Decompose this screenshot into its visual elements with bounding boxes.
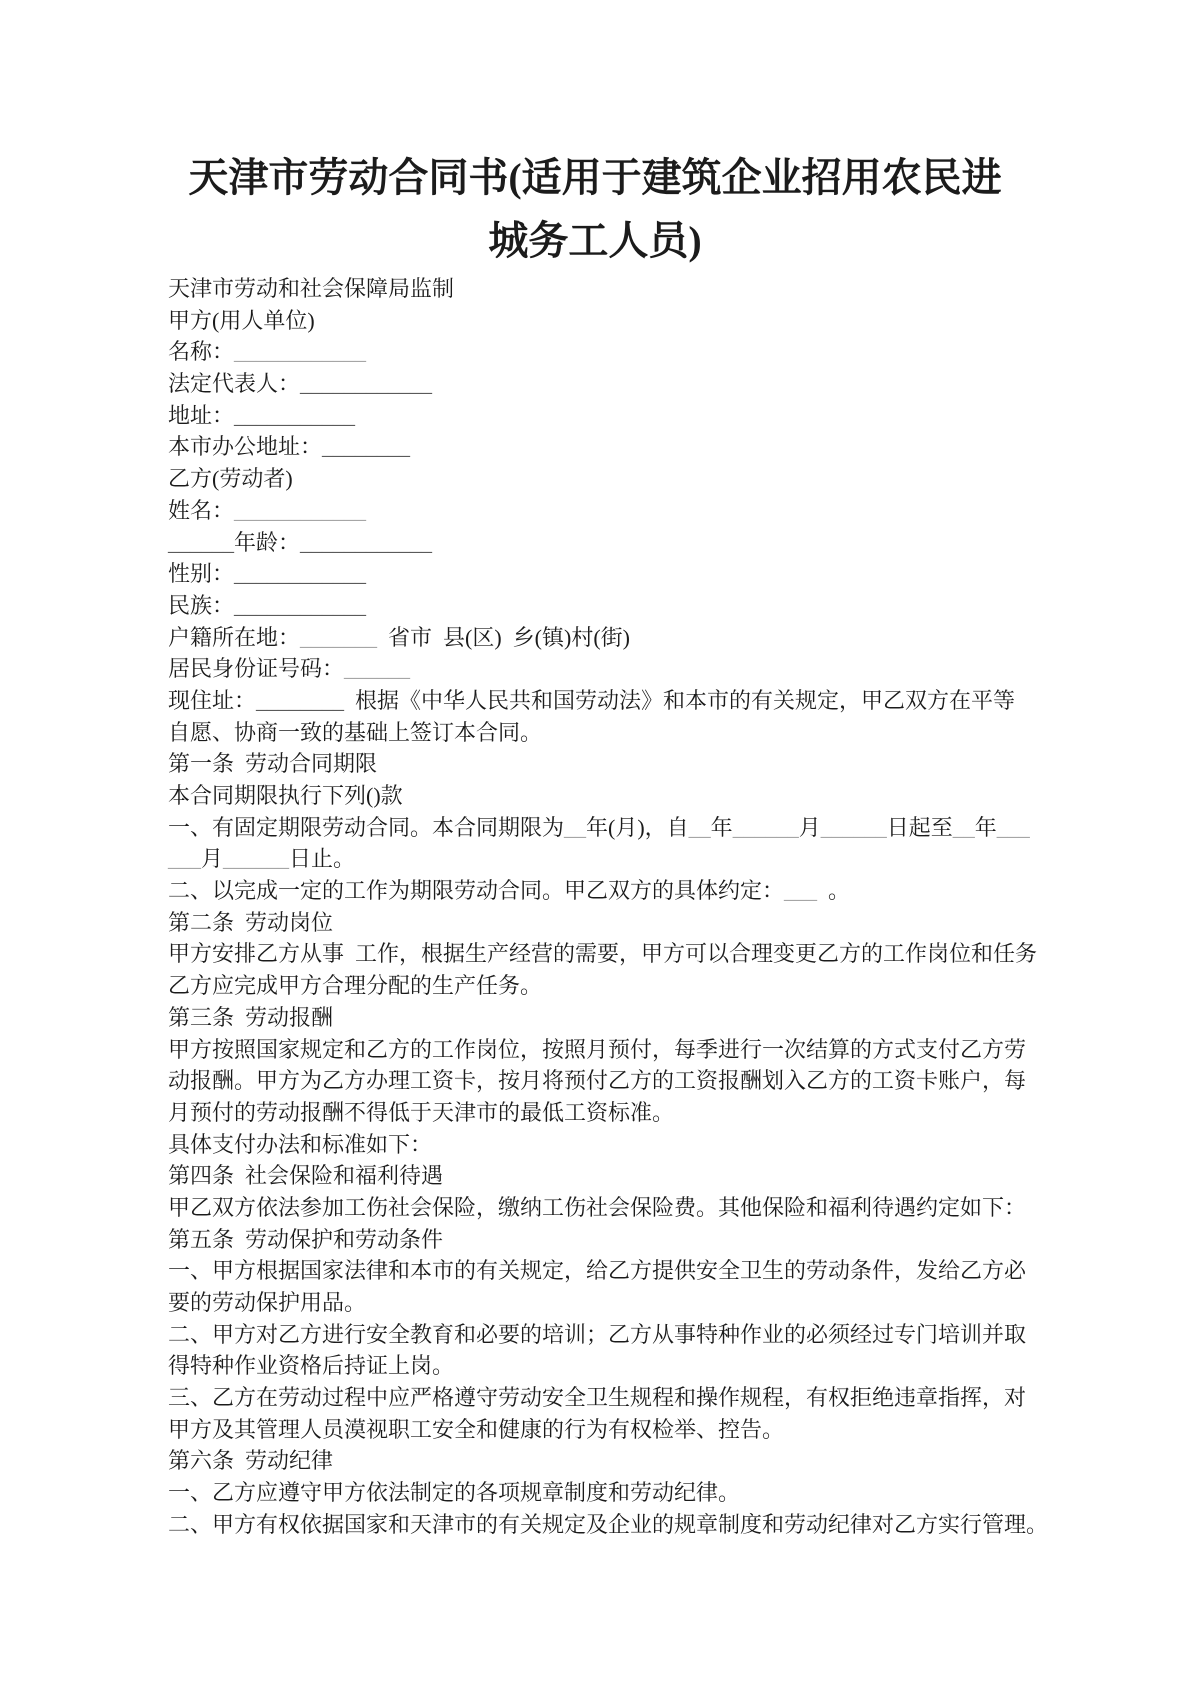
line-text: 月 [798, 814, 821, 840]
blank-underline: _______ [300, 624, 378, 650]
line-text: 法定代表人： [168, 371, 301, 397]
document-line [168, 1065, 1068, 1097]
line-text: 现住址： [168, 687, 257, 713]
line-text: 三、乙方在劳动过程中应严格遵守劳动安全卫生规程和操作规程，有权拒绝违章指挥，对 [168, 1385, 1027, 1411]
document-line [168, 1445, 1068, 1477]
blank-underline: ______ [168, 529, 234, 555]
document-line [168, 431, 1068, 463]
document-line [168, 1129, 1068, 1161]
line-text: 。 [817, 878, 851, 904]
line-text: 月预付的劳动报酬不得低于天津市的最低工资标准。 [168, 1099, 675, 1125]
document-title: 天津市劳动合同书(适用于建筑企业招用农民进城务工人员) [188, 155, 1002, 263]
document-line [168, 1350, 1068, 1382]
line-text: 居民身份证号码： [168, 656, 345, 682]
blank-underline: ______ [732, 814, 799, 840]
document-line [168, 1382, 1068, 1414]
blank-underline: __ [952, 814, 975, 840]
line-text: 天津市劳动和社会保障局监制 [168, 276, 455, 301]
blank-underline: ________ [322, 434, 411, 460]
line-text: 第二条 劳动岗位 [168, 909, 334, 935]
line-text: 年 [974, 814, 997, 840]
line-text: 第四条 社会保险和福利待遇 [168, 1163, 444, 1189]
document-line [168, 1192, 1068, 1224]
document-line [168, 748, 1068, 780]
document-line [168, 717, 1068, 749]
document-line [168, 558, 1068, 590]
line-text: 本市办公地址： [168, 434, 323, 460]
blank-underline: ____________ [234, 339, 367, 365]
blank-underline: ____________ [234, 497, 367, 523]
document-line [168, 1477, 1068, 1509]
line-text: 月 [201, 846, 224, 872]
blank-underline: ________ [256, 687, 345, 713]
line-text: 二、以完成一定的工作为期限劳动合同。甲乙双方的具体约定： [168, 878, 785, 904]
line-text: 一、甲方根据国家法律和本市的有关规定，给乙方提供安全卫生的劳动条件，发给乙方必 [168, 1258, 1027, 1284]
line-text: 甲乙双方依法参加工伤社会保险，缴纳工伤社会保险费。其他保险和福利待遇约定如下： [168, 1194, 1027, 1220]
line-text: 甲方及其管理人员漠视职工安全和健康的行为有权检举、控告。 [168, 1416, 785, 1442]
blank-underline: __ [564, 814, 587, 840]
document-line [168, 843, 1068, 875]
line-text: 自愿、协商一致的基础上签订本合同。 [168, 719, 543, 745]
document-line [168, 305, 1068, 337]
document-line [168, 1414, 1068, 1446]
blank-underline: __ [688, 814, 711, 840]
document-line [168, 970, 1068, 1002]
document-line [168, 1160, 1068, 1192]
line-text: 一、乙方应遵守甲方依法制定的各项规章制度和劳动纪律。 [168, 1480, 741, 1506]
document-line [168, 590, 1068, 622]
blank-underline: ____________ [300, 529, 433, 555]
document-line [168, 368, 1068, 400]
document-line [168, 1097, 1068, 1129]
document-line [168, 685, 1068, 717]
document-line [168, 273, 1068, 305]
blank-underline: ___ [168, 846, 201, 872]
line-text: 年 [710, 814, 733, 840]
line-text: 具体支付办法和标准如下： [168, 1131, 433, 1157]
line-text: 民族： [168, 592, 235, 618]
line-text: 得特种作业资格后持证上岗。 [168, 1353, 455, 1379]
document-line [168, 1034, 1068, 1066]
document-line [168, 463, 1068, 495]
blank-underline: ___ [996, 814, 1030, 840]
line-text: 第一条 劳动合同期限 [168, 751, 378, 777]
line-text: 二、甲方对乙方进行安全教育和必要的培训；乙方从事特种作业的必须经过专门培训并取 [168, 1321, 1027, 1347]
document-line [168, 1002, 1068, 1034]
line-text: 性别： [168, 561, 235, 587]
document-line [168, 875, 1068, 907]
blank-underline: ____________ [234, 561, 367, 587]
line-text: 第五条 劳动保护和劳动条件 [168, 1226, 444, 1252]
document-line [168, 907, 1068, 939]
line-text: 甲方按照国家规定和乙方的工作岗位，按照月预付，每季进行一次结算的方式支付乙方劳 [168, 1036, 1027, 1062]
document-line [168, 495, 1068, 527]
line-text: 年龄： [234, 529, 301, 555]
line-text: 地址： [168, 402, 235, 428]
line-text: 要的劳动保护用品。 [168, 1290, 367, 1315]
line-text: 第六条 劳动纪律 [168, 1448, 334, 1474]
blank-underline: ___________ [234, 402, 356, 428]
document-line [168, 400, 1068, 432]
line-text: 省市 县(区) 乡(镇)村(街) [377, 624, 630, 650]
blank-underline: ____________ [234, 592, 367, 618]
line-text: 名称： [168, 339, 235, 365]
document-line [168, 1224, 1068, 1256]
document-line [168, 780, 1068, 812]
line-text: 本合同期限执行下列()款 [168, 783, 403, 808]
line-text: 甲方安排乙方从事 工作，根据生产经营的需要，甲方可以合理变更乙方的工作岗位和任务 [168, 941, 1038, 967]
document-line [168, 1287, 1068, 1319]
line-text: 户籍所在地： [168, 624, 301, 650]
line-text: 日起至 [886, 814, 953, 840]
document-line [168, 1255, 1068, 1287]
line-text: 姓名： [168, 497, 235, 523]
line-text: 动报酬。甲方为乙方办理工资卡，按月将预付乙方的工资报酬划入乙方的工资卡账户，每 [168, 1068, 1027, 1094]
document-line [168, 1319, 1068, 1351]
line-text: 乙方应完成甲方合理分配的生产任务。 [168, 973, 543, 999]
blank-underline: ___ [784, 878, 818, 904]
line-text: 根据《中华人民共和国劳动法》和本市的有关规定，甲乙双方在平等 [344, 687, 1016, 713]
line-text: 乙方(劳动者) [168, 466, 293, 492]
line-text: 第三条 劳动报酬 [168, 1004, 334, 1030]
document-line [168, 653, 1068, 685]
document-line [168, 527, 1068, 559]
blank-underline: ______ [223, 846, 290, 872]
line-text: 二、甲方有权依据国家和天津市的有关规定及企业的规章制度和劳动纪律对乙方实行管理。 [168, 1511, 1049, 1537]
document-line [168, 622, 1068, 654]
line-text: 一、有固定期限劳动合同。本合同期限为 [168, 814, 565, 840]
document-body [168, 273, 1068, 1541]
line-text: 甲方(用人单位) [168, 307, 315, 333]
document-line [168, 938, 1068, 970]
blank-underline: ______ [344, 656, 411, 682]
line-text: 日止。 [289, 846, 356, 872]
blank-underline: ______ [820, 814, 887, 840]
document-line [168, 812, 1068, 844]
blank-underline: ____________ [300, 371, 433, 397]
line-text: 年(月)，自 [586, 814, 689, 840]
document-line [168, 1509, 1068, 1541]
document-line [168, 336, 1068, 368]
